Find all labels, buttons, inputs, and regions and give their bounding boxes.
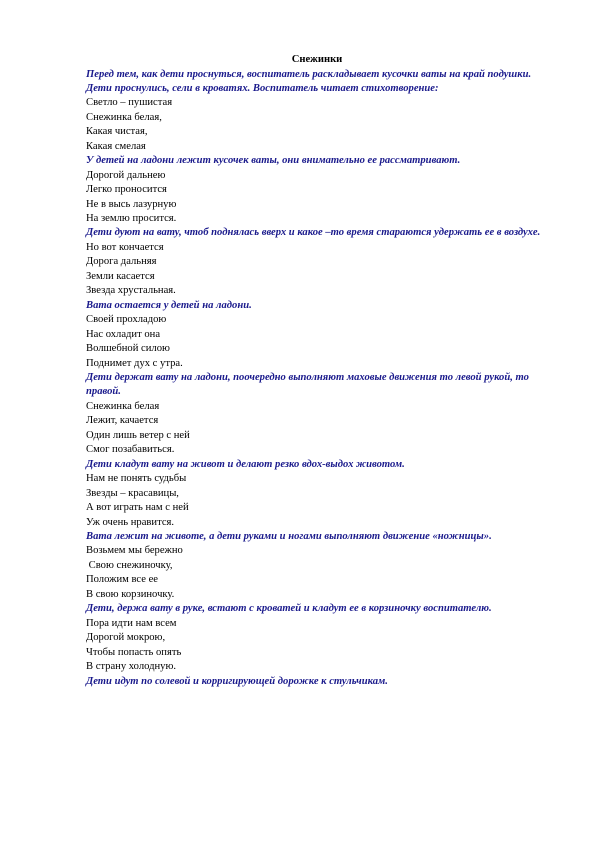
verse-line: Дорогой дальнею bbox=[86, 169, 166, 181]
stage-direction: Вата остается у детей на ладони. bbox=[86, 299, 252, 311]
poem-body bbox=[86, 68, 548, 689]
stage-direction: Перед тем, как дети проснуться, воспитатель раскладывает кусочки ваты на край подушки. bbox=[86, 68, 532, 80]
verse-line: Чтобы попасть опять bbox=[86, 646, 182, 658]
stage-direction: У детей на ладони лежит кусочек ваты, они внимательно ее рассматривают. bbox=[86, 155, 461, 167]
verse-line: Волшебной силою bbox=[86, 343, 170, 355]
verse-line: А вот играть нам с ней bbox=[86, 502, 189, 514]
verse-line: Свою снежиночку, bbox=[86, 559, 173, 571]
verse-line: Своей прохладою bbox=[86, 314, 167, 326]
verse-line: Лежит, качается bbox=[86, 415, 159, 427]
document-body bbox=[86, 53, 548, 689]
stage-direction: Дети кладут вату на живот и делают резко вдох-выдох животом. bbox=[86, 458, 405, 470]
verse-line: Пора идти нам всем bbox=[86, 617, 177, 629]
verse-line: Земли касается bbox=[86, 270, 155, 282]
verse-line: Дорогой мокрою, bbox=[86, 632, 166, 644]
verse-line: Дорога дальняя bbox=[86, 256, 157, 268]
verse-line: Смог позабавиться. bbox=[86, 444, 175, 456]
verse-line: Какая чистая, bbox=[86, 126, 148, 138]
verse-line: Звезда хрустальная. bbox=[86, 285, 176, 297]
verse-line: В свою корзиночку. bbox=[86, 588, 175, 600]
stage-direction: Дети идут по солевой и корригирующей дорожке к стульчикам. bbox=[86, 675, 388, 687]
verse-line: Один лишь ветер с ней bbox=[86, 429, 190, 441]
verse-line: Поднимет дух с утра. bbox=[86, 357, 183, 369]
verse-line: Положим все ее bbox=[86, 574, 158, 586]
stage-direction: Дети, держа вату в руке, встают с кроватей и кладут ее в корзиночку воспитателю. bbox=[86, 603, 492, 615]
stage-direction: Дети держат вату на ладони, поочередно выполняют маховые движения то левой рукой, то правой. bbox=[86, 372, 532, 398]
verse-line: Снежинка белая, bbox=[86, 111, 162, 123]
stage-direction: Дети дуют на вату, чтоб поднялась вверх и какое –то время стараются удержать ее в воздухе. bbox=[86, 227, 541, 239]
document-title: Снежинки bbox=[291, 54, 343, 65]
verse-line: Не в высь лазурную bbox=[86, 198, 177, 210]
stage-direction: Дети проснулись, сели в кроватях. Воспитатель читает стихотворение: bbox=[86, 82, 439, 94]
verse-line: Уж очень нравится. bbox=[86, 516, 175, 528]
verse-line: Но вот кончается bbox=[86, 241, 164, 253]
verse-line: Нам не понять судьбы bbox=[86, 473, 187, 485]
verse-line: Возьмем мы бережно bbox=[86, 545, 183, 557]
verse-line: В страну холодную. bbox=[86, 661, 177, 673]
stage-direction: Вата лежит на животе, а дети руками и ногами выполняют движение «ножницы». bbox=[86, 531, 492, 542]
verse-line: Какая смелая bbox=[86, 140, 146, 152]
verse-line: Легко проносится bbox=[86, 184, 167, 196]
verse-line: Нас охладит она bbox=[86, 328, 161, 340]
verse-line: На землю просится. bbox=[86, 213, 177, 225]
verse-line: Светло – пушистая bbox=[86, 97, 173, 109]
verse-line: Звезды – красавицы, bbox=[86, 487, 179, 499]
verse-line: Снежинка белая bbox=[86, 400, 160, 412]
